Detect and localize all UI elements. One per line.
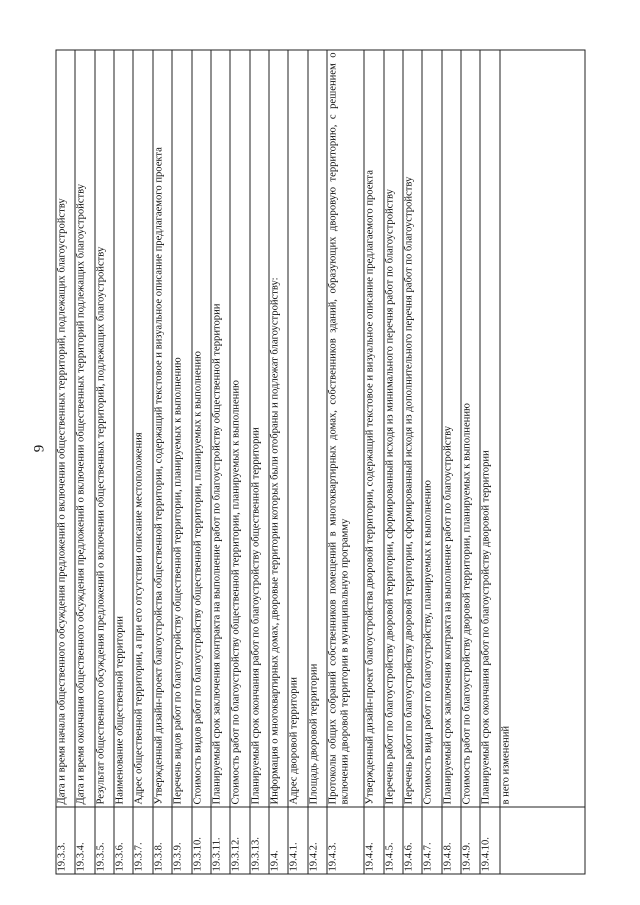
table-row [307,50,326,874]
table-body [56,50,585,874]
table-row [75,50,94,874]
row-number: 19.4.5. [383,807,402,874]
row-number: 19.4.8. [441,807,460,874]
requirements-table [55,50,585,875]
row-number: 19.4.4. [364,807,383,874]
row-description: Утвержденный дизайн-проект благоустройства общественной территории, содержащий текстовое и визуальное описание предлагаемого проекта [152,50,171,807]
row-description: Стоимость видов работ по благоустройству общественной территории, планируемых к выполнению [191,50,210,807]
table-row [268,50,287,874]
row-description: Стоимость вида работ по благоустройству, планируемых к выполнению [422,50,441,807]
row-number: 19.3.12. [230,807,249,874]
row-number: 19.3.10. [191,807,210,874]
row-description: Адрес дворовой территории [288,50,307,807]
note-num-cell [500,807,585,874]
row-description: Планируемый срок окончания работ по благоустройству дворовой территории [480,50,500,807]
table-row [191,50,210,874]
table-row [327,50,364,874]
row-number: 19.4.9. [461,807,480,874]
row-description: Перечень работ по благоустройству дворовой территории, сформированный исходя из дополнительного перечня работ по благоустройству [403,50,422,807]
row-description: Утвержденный дизайн-проект благоустройства дворовой территории, содержащий текстовое и визуальное описание предлагаемого проекта [364,50,383,807]
table-row [230,50,249,874]
row-number: 19.4.1. [288,807,307,874]
row-number: 19.3.7. [133,807,152,874]
row-description: Стоимость работ по благоустройству дворовой территории, планируемых к выполнению [461,50,480,807]
row-number: 19.3.13. [249,807,268,874]
table-row [441,50,460,874]
table-row [364,50,383,874]
row-description: Планируемый срок заключения контракта на выполнение работ по благоустройству общественной территории [210,50,229,807]
row-number: 19.3.8. [152,807,171,874]
table-row [152,50,171,874]
table-row [403,50,422,874]
table-row [56,50,75,874]
row-description: Перечень видов работ по благоустройству общественной территории, планируемых к выполнению [172,50,191,807]
row-description: Информация о многоквартирных домах, дворовые территории которых были отобраны и подлежат благоустройству: [268,50,287,807]
row-number: 19.3.6. [114,807,133,874]
table-row [172,50,191,874]
row-description: Результат общественного обсуждения предложений о включении общественных территорий, подлежащих благоустройству [94,50,113,807]
table-row [249,50,268,874]
page-number: 9 [31,444,48,453]
row-description: Планируемый срок окончания работ по благоустройству общественной территории [249,50,268,807]
row-description: Перечень работ по благоустройству дворовой территории, сформированный исходя из минимального перечня работ по благоустройству [383,50,402,807]
row-number: 19.4.7. [422,807,441,874]
header-note-row [500,50,585,874]
row-number: 19.3.5. [94,807,113,874]
row-number: 19.4.2. [307,807,326,874]
row-description: Протоколы общих собраний собственников помещений в многоквартирных домах, собственников зданий, образующих дворовую территорию, с решением о включении дворовой территории в муниципальную программу [327,50,364,807]
row-description: Площадь дворовой территории [307,50,326,807]
table-row [480,50,500,874]
row-number: 19.4. [268,807,287,874]
row-number: 19.4.10. [480,807,500,874]
row-description: Адрес общественной территории, а при его отсутствии описание местоположения [133,50,152,807]
table-row [114,50,133,874]
row-number: 19.3.11. [210,807,229,874]
table-row [383,50,402,874]
table-row [288,50,307,874]
row-number: 19.3.3. [56,807,75,874]
note-text-cell: в него изменений [500,50,585,807]
table-row [461,50,480,874]
row-description: Стоимость работ по благоустройству общественной территории, планируемых к выполнению [230,50,249,807]
row-description: Наименование общественной территории [114,50,133,807]
row-number: 19.4.3. [327,807,364,874]
row-number: 19.3.9. [172,807,191,874]
table-row [210,50,229,874]
row-description: Дата и время окончания общественного обсуждения предложений о включении общественных территорий подлежащих благоустройству [75,50,94,807]
row-number: 19.3.4. [75,807,94,874]
row-description: Дата и время начала общественного обсуждения предложений о включении общественных территорий, подлежащих благоустройству [56,50,75,807]
table-row [422,50,441,874]
table-row [133,50,152,874]
table-row [94,50,113,874]
rotated-table-frame [55,50,585,875]
row-number: 19.4.6. [403,807,422,874]
row-description: Планируемый срок заключения контракта на выполнение работ по благоустройству [441,50,460,807]
